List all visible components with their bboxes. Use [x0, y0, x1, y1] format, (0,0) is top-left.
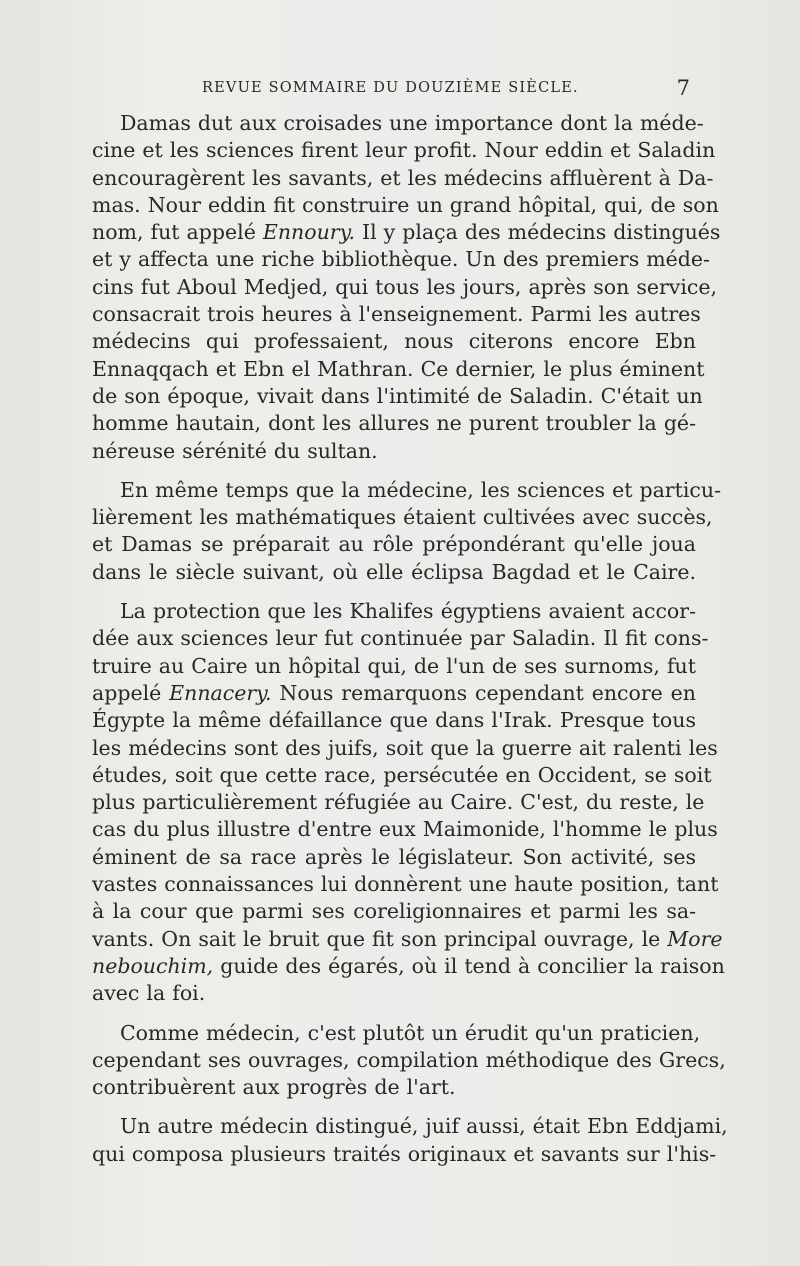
paragraph-2 [92, 477, 722, 586]
italic-term: Ennoury. [262, 220, 355, 245]
text-line: études, soit que cette race, persécutée en Occident, se soit [92, 762, 712, 787]
running-title: REVUE SOMMAIRE DU DOUZIÈME SIÈCLE. [202, 80, 579, 96]
text-line: homme hautain, dont les allures ne purent troubler la gé- [92, 411, 696, 436]
text-line: appelé Ennacery. Nous remarquons cependant encore en [92, 680, 696, 705]
page-number: 7 [676, 76, 690, 100]
italic-term: nebouchim, [92, 953, 214, 978]
text-line: de son époque, vivait dans l'intimité de Saladin. C'était un [92, 383, 703, 408]
paragraph-1 [92, 110, 721, 465]
text-line: à la cour que parmi ses coreligionnaires et parmi les sa- [92, 899, 696, 924]
text-line: La protection que les Khalifes égyptiens avaient accor- [120, 599, 696, 624]
text-line: Damas dut aux croisades une importance dont la méde- [120, 111, 704, 135]
text-line: dans le siècle suivant, où elle éclipsa Bagdad et le Caire. [92, 559, 696, 584]
paragraph-4 [92, 1020, 726, 1102]
text-line: cas du plus illustre d'entre eux Maimonide, l'homme le plus [92, 817, 718, 842]
text-line: nebouchim, guide des égarés, où il tend à concilier la raison [92, 953, 725, 978]
text-line: consacrait trois heures à l'enseignement. Parmi les autres [92, 302, 701, 327]
text-line: vastes connaissances lui donnèrent une haute position, tant [92, 872, 719, 897]
text-line: En même temps que la médecine, les sciences et particu- [120, 477, 722, 502]
paragraph-5 [92, 1113, 728, 1168]
text-line: Ennaqqach et Ebn el Mathran. Ce dernier, le plus éminent [92, 356, 705, 381]
text-line: encouragèrent les savants, et les médecins affluèrent à Da- [92, 165, 714, 190]
paragraph-3 [92, 598, 725, 1007]
text-line: contribuèrent aux progrès de l'art. [92, 1075, 456, 1100]
text-line: lièrement les mathématiques étaient cultivées avec succès, [92, 505, 713, 530]
text-line: plus particulièrement réfugiée au Caire. C'est, du reste, le [92, 790, 705, 815]
italic-term: Ennacery. [169, 680, 272, 705]
text-line: néreuse sérénité du sultan. [92, 438, 378, 463]
text-line: mas. Nour eddin fit construire un grand hôpital, qui, de son [92, 192, 719, 217]
text-line: médecins qui professaient, nous citerons encore Ebn [92, 329, 696, 354]
text-line: éminent de sa race après le législateur. Son activité, ses [92, 844, 696, 869]
text-line: avec la foi. [92, 981, 206, 1006]
running-head [92, 76, 696, 100]
body-text [92, 110, 728, 1180]
text-line: nom, fut appelé Ennoury. Il y plaça des médecins distingués [92, 220, 721, 245]
text-line: les médecins sont des juifs, soit que la guerre ait ralenti les [92, 735, 718, 760]
text-line: Un autre médecin distingué, juif aussi, était Ebn Eddjami, [120, 1114, 728, 1139]
text-line: cins fut Aboul Medjed, qui tous les jours, après son service, [92, 274, 718, 299]
text-line: truire au Caire un hôpital qui, de l'un de ses surnoms, fut [92, 653, 696, 678]
text-line: et Damas se préparait au rôle prépondérant qu'elle joua [92, 532, 696, 557]
text-line: Égypte la même défaillance que dans l'Irak. Presque tous [92, 708, 696, 733]
text-line: cependant ses ouvrages, compilation méthodique des Grecs, [92, 1047, 726, 1072]
italic-term: More [667, 926, 723, 951]
text-line: vants. On sait le bruit que fit son principal ouvrage, le More [92, 926, 723, 951]
text-line: Comme médecin, c'est plutôt un érudit qu'un praticien, [120, 1020, 701, 1045]
text-line: et y affecta une riche bibliothèque. Un des premiers méde- [92, 247, 710, 272]
text-line: dée aux sciences leur fut continuée par Saladin. Il fit cons- [92, 626, 709, 651]
text-line: qui composa plusieurs traités originaux et savants sur l'his- [92, 1141, 717, 1166]
text-line: cine et les sciences firent leur profit. Nour eddin et Saladin [92, 138, 716, 163]
